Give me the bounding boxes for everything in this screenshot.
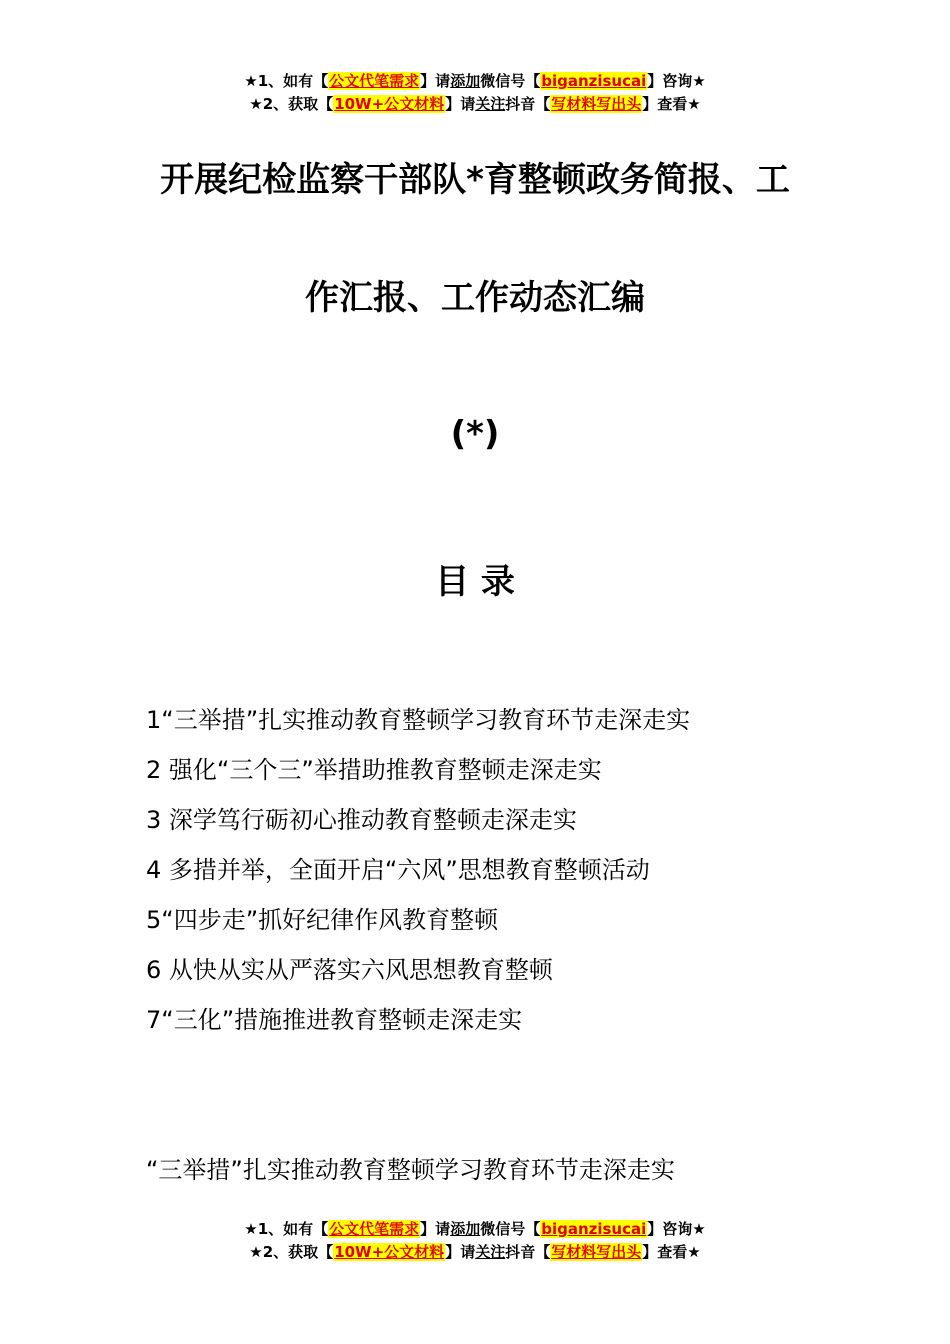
banner-text: 】请	[445, 1243, 476, 1261]
banner-line-2	[0, 1241, 950, 1264]
banner-underline: 添加	[450, 1220, 481, 1238]
banner-wechat-id: biganzisucai	[541, 1220, 647, 1238]
banner-text: ★1、如有【	[244, 72, 329, 90]
banner-text: 】请	[420, 72, 451, 90]
banner-highlight: 公文代笔需求	[329, 72, 420, 90]
doc-title-line-2: 作汇报、工作动态汇编	[305, 278, 645, 318]
banner-highlight: 10W+公文材料	[334, 95, 445, 113]
toc-item-4: 4 多措并举，全面开启“六风”思想教育整顿活动	[146, 856, 650, 884]
section-title: “三举措”扎实推动教育整顿学习教育环节走深走实	[146, 1156, 675, 1184]
toc-item-3: 3 深学笃行砺初心推动教育整顿走深走实	[146, 806, 577, 834]
banner-text: 】查看★	[642, 1243, 701, 1261]
toc-heading: 目 录	[435, 562, 515, 602]
banner-text: 】请	[420, 1220, 451, 1238]
banner-wechat-id: biganzisucai	[541, 72, 647, 90]
doc-title-line-3: (*)	[450, 414, 500, 454]
banner-underline: 关注	[475, 1243, 506, 1261]
toc-item-5: 5“四步走”抓好纪律作风教育整顿	[146, 906, 499, 934]
toc-item-1: 1“三举措”扎实推动教育整顿学习教育环节走深走实	[146, 706, 691, 734]
doc-title-line-1: 开展纪检监察干部队*育整顿政务简报、工	[160, 160, 790, 200]
top-banner	[0, 70, 950, 116]
toc-item-7: 7“三化”措施推进教育整顿走深走实	[146, 1006, 523, 1034]
banner-text: ★1、如有【	[244, 1220, 329, 1238]
banner-douyin-id: 写材料写出头	[551, 1243, 642, 1261]
banner-text: 】请	[445, 95, 476, 113]
banner-text: 】咨询★	[647, 1220, 706, 1238]
banner-highlight: 公文代笔需求	[329, 1220, 420, 1238]
banner-line-1	[0, 70, 950, 93]
banner-text: ★2、获取【	[249, 95, 334, 113]
banner-text: ★2、获取【	[249, 1243, 334, 1261]
banner-text: 抖音【	[505, 95, 551, 113]
banner-underline: 关注	[475, 95, 506, 113]
toc-item-6: 6 从快从实从严落实六风思想教育整顿	[146, 956, 553, 984]
banner-underline: 添加	[450, 72, 481, 90]
banner-highlight: 10W+公文材料	[334, 1243, 445, 1261]
bottom-banner	[0, 1218, 950, 1264]
banner-text: 微信号【	[480, 72, 541, 90]
banner-text: 】查看★	[642, 95, 701, 113]
toc-item-2: 2 强化“三个三”举措助推教育整顿走深走实	[146, 756, 602, 784]
banner-douyin-id: 写材料写出头	[551, 95, 642, 113]
banner-text: 】咨询★	[647, 72, 706, 90]
banner-text: 抖音【	[505, 1243, 551, 1261]
banner-text: 微信号【	[480, 1220, 541, 1238]
banner-line-1	[0, 1218, 950, 1241]
banner-line-2	[0, 93, 950, 116]
